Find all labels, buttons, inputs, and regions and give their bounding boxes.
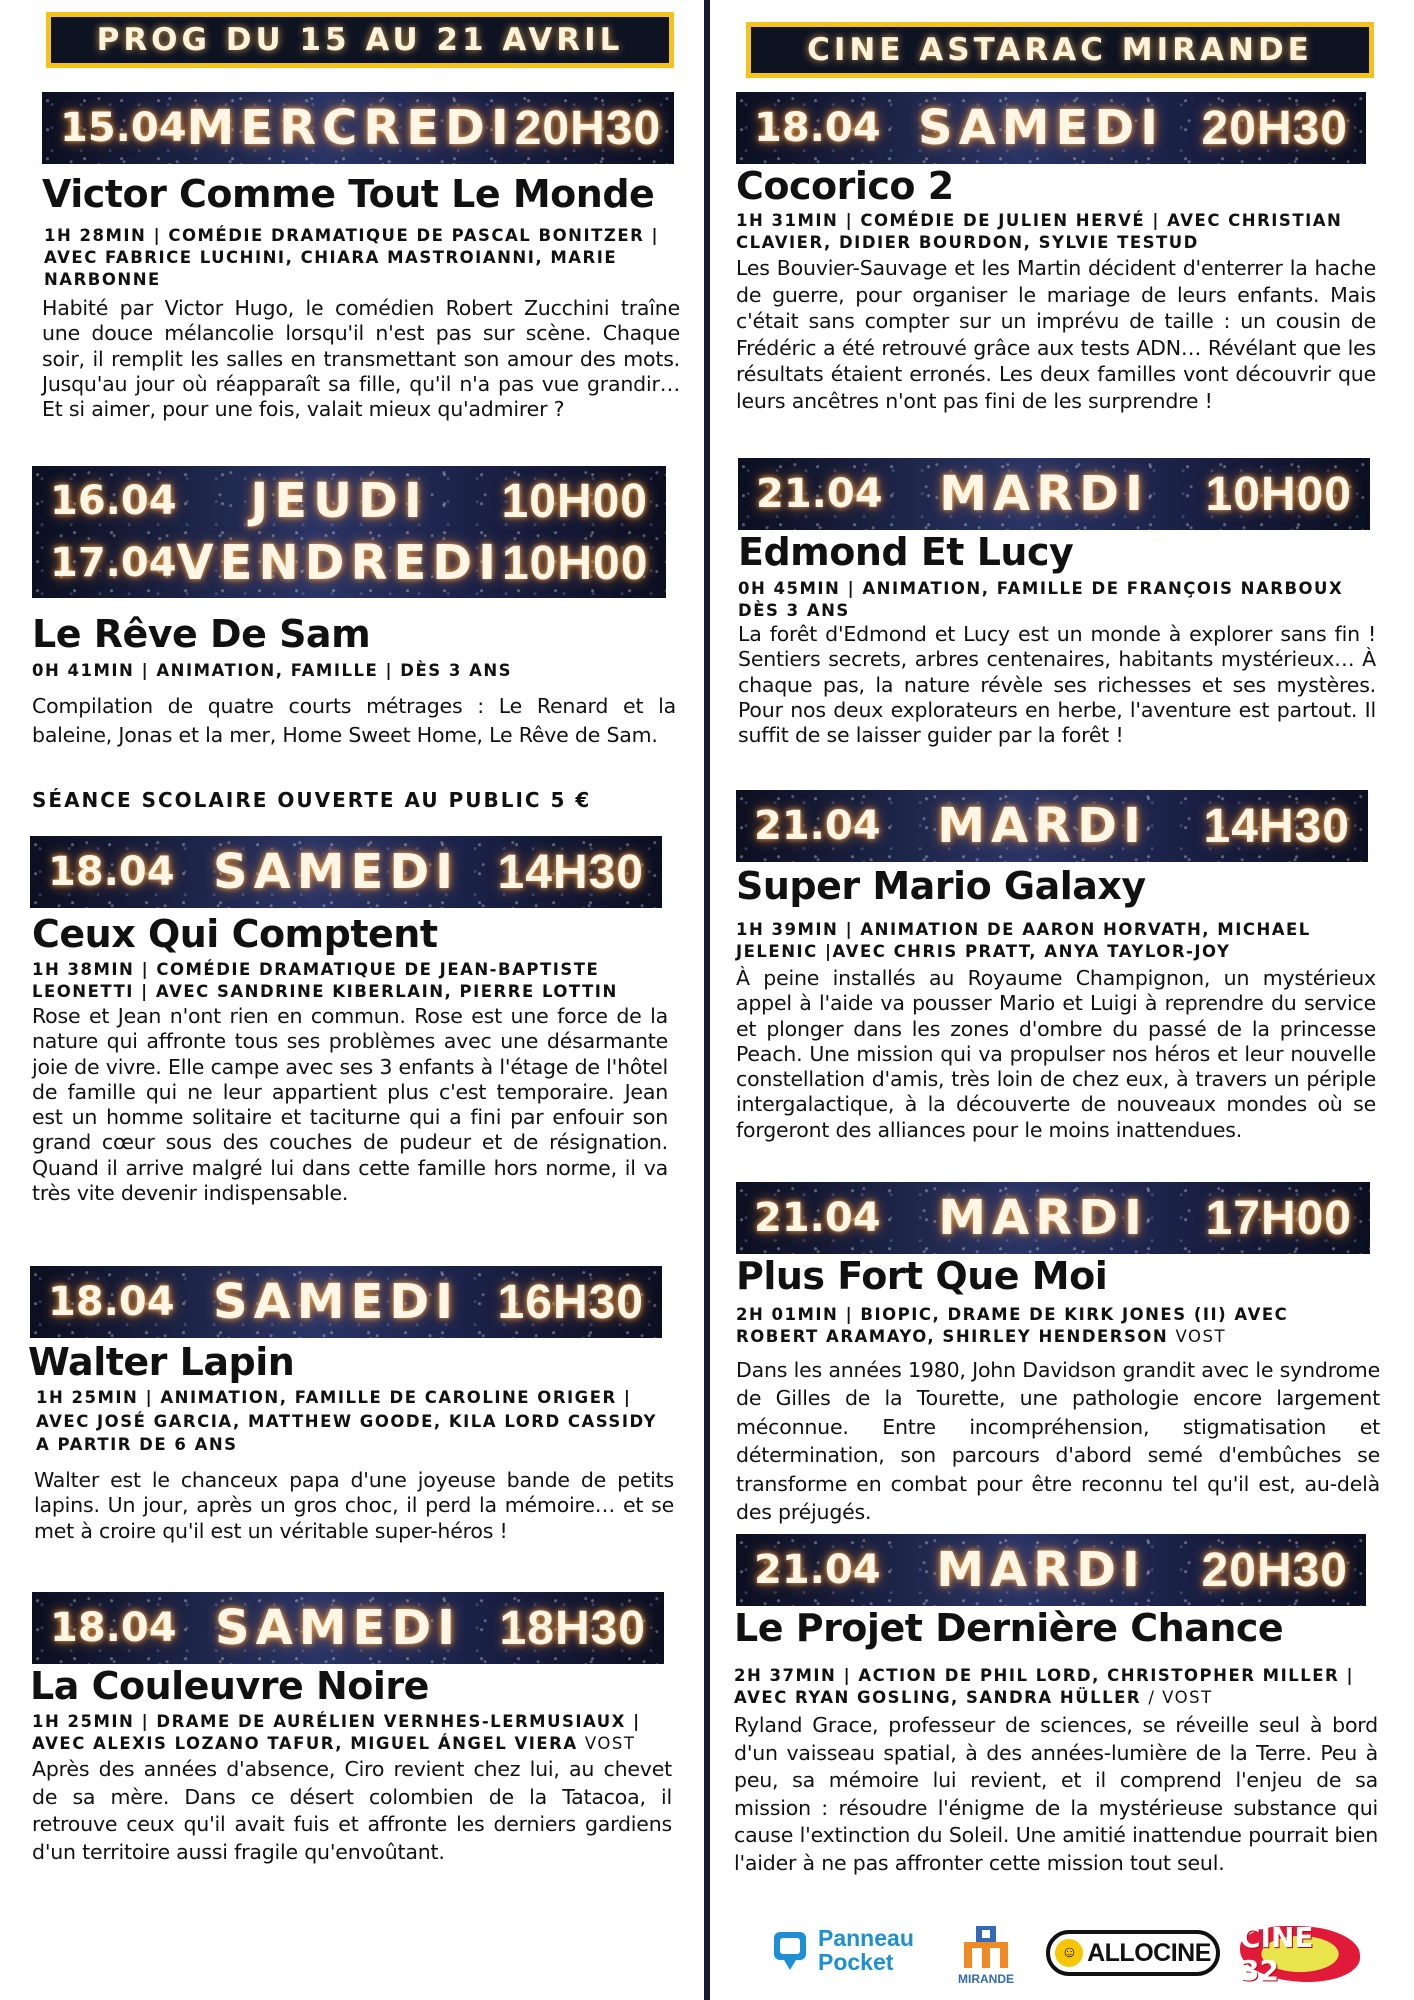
film-details bbox=[734, 1665, 1374, 1709]
film-synopsis: Rose et Jean n'ont rien en commun. Rose est une force de la nature qui affronte tous ses problèmes avec une désarmante joie de vivre. Elle campe avec ses 3 enfants à l'étage de l'hôtel de famille qui ne leur appartient plus c'est temporaire. Jean est un homme solitaire et taciturne qui a fini par enfouir son grand cœur sous des couches de pudeur et de résignation. Quand il arrive malgré lui dans cette famille hors norme, il va très vite devenir indispensable. bbox=[32, 1004, 668, 1206]
screening-day: MARDI bbox=[937, 798, 1147, 854]
screening-date: 21.04 bbox=[754, 1547, 881, 1593]
cinema-name-text: CINE ASTARAC MIRANDE bbox=[807, 32, 1313, 68]
film-synopsis: Walter est le chanceux papa d'une joyeuse bande de petits lapins. Un jour, après un gros choc, il perd la mémoire… et se met à croire qu'il est un véritable super-héros ! bbox=[34, 1468, 674, 1543]
film-synopsis: Après des années d'absence, Ciro revient chez lui, au chevet de sa mère. Dans ce désert colombien de la Tatacoa, il retrouve ceux qu'il avait fuis et affronte les derniers gardiens d'un territoire aussi fragile qu'envoûtant. bbox=[32, 1757, 672, 1864]
film-synopsis: Compilation de quatre courts métrages : Le Renard et la baleine, Jonas et la mer, Home Sweet Home, Le Rêve de Sam. bbox=[32, 694, 676, 747]
screening-day: MARDI bbox=[939, 466, 1149, 522]
screening-date: 15.04 bbox=[60, 105, 187, 151]
film-title: Le Projet Dernière Chance bbox=[734, 1606, 1284, 1650]
screening-row bbox=[50, 473, 648, 529]
screening-time: 10H00 bbox=[501, 474, 648, 528]
film-title: Walter Lapin bbox=[28, 1340, 295, 1384]
film-title: Le Rêve De Sam bbox=[32, 612, 371, 656]
film-title: Super Mario Galaxy bbox=[736, 864, 1146, 908]
column-divider bbox=[704, 0, 710, 2000]
screening-day: MARDI bbox=[938, 1190, 1148, 1246]
screening-banner bbox=[30, 1266, 662, 1338]
screening-time: 16H30 bbox=[497, 1275, 644, 1329]
panneau-pocket-logo bbox=[772, 1926, 932, 1978]
screening-time: 17H00 bbox=[1205, 1191, 1352, 1245]
screening-day: SAMEDI bbox=[918, 100, 1165, 156]
screening-date: 18.04 bbox=[754, 105, 881, 151]
panneau-pocket-icon bbox=[772, 1930, 808, 1972]
film-synopsis: Ryland Grace, professeur de sciences, se réveille seul à bord d'un vaisseau spatial, à des années-lumière de la Terre. Peu à peu, sa mémoire lui revient, et il comprend l'enjeu de sa mission : résoudre l'énigme de la mystérieuse substance qui cause l'extinction du Soleil. Une amitié inattendue pourrait bien l'aider à ne pas affronter cette mission tout seul. bbox=[734, 1713, 1378, 1875]
program-dates-text: PROG DU 15 AU 21 AVRIL bbox=[96, 22, 624, 58]
film-details: 1H 38MIN | COMÉDIE DRAMATIQUE DE JEAN-BAPTISTE LEONETTI | AVEC SANDRINE KIBERLAIN, PIERRE LOTTIN bbox=[32, 960, 618, 1001]
screening-banner bbox=[30, 836, 662, 908]
screening-day: MERCREDI bbox=[186, 100, 515, 156]
screening-day: VENDREDI bbox=[176, 535, 502, 591]
film-details: 1H 39MIN | ANIMATION DE AARON HORVATH, MICHAEL JELENIC |AVEC CHRIS PRATT, ANYA TAYLOR-JOY bbox=[736, 920, 1311, 961]
vost-label: VOST bbox=[584, 1734, 636, 1753]
film-details: 1H 25MIN | ANIMATION, FAMILLE DE CAROLINE ORIGER | AVEC JOSÉ GARCIA, MATTHEW GOODE, KILA LORD CASSIDY A PARTIR DE 6 ANS bbox=[36, 1388, 657, 1454]
mirande-logo bbox=[950, 1922, 1022, 1988]
film-synopsis: Dans les années 1980, John Davidson grandit avec le syndrome de Gilles de la Tourette, une pathologie encore largement méconnue. Entre incompréhension, stigmatisation et détermination, son parcours d'abord semé d'embûches se transforme en combat pour être reconnu tel qu'il est, au-delà des préjugés. bbox=[736, 1358, 1380, 1525]
film-details-text: 2H 01MIN | BIOPIC, DRAME DE KIRK JONES (II) AVEC ROBERT ARAMAYO, SHIRLEY HENDERSON bbox=[736, 1305, 1289, 1346]
panneau-pocket-line1: Panneau bbox=[818, 1925, 914, 1951]
screening-day: MARDI bbox=[936, 1542, 1146, 1598]
screening-date: 18.04 bbox=[50, 1605, 177, 1651]
screening-time: 20H30 bbox=[1201, 101, 1348, 155]
film-details: 0H 45MIN | ANIMATION, FAMILLE DE FRANÇOIS NARBOUX DÈS 3 ANS bbox=[738, 579, 1344, 620]
film-synopsis: Les Bouvier-Sauvage et les Martin décident d'enterrer la hache de guerre, pour organiser le mariage de leurs enfants. Mais c'était sans compter sur un imprévu de taille : un cousin de Frédéric a été retrouvé grâce aux tests ADN… Révélant que les résultats étaient erronés. Les deux familles vont découvrir que leurs ancêtres n'ont pas fini de les surprendre ! bbox=[736, 256, 1376, 413]
vost-label: VOST bbox=[1175, 1327, 1227, 1346]
screening-time: 10H00 bbox=[1205, 467, 1352, 521]
film-synopsis: Habité par Victor Hugo, le comédien Robert Zucchini traîne une douce mélancolie lorsqu'il n'est pas sur scène. Chaque soir, il remplit les salles en transmettant son amour des mots. Jusqu'au jour où réapparaît sa fille, qu'il n'a pas vue grandir… Et si aimer, pour une fois, valait mieux qu'admirer ? bbox=[42, 296, 680, 422]
cine32-logo bbox=[1240, 1921, 1360, 1987]
screening-date: 21.04 bbox=[754, 803, 881, 849]
screening-date: 21.04 bbox=[754, 1195, 881, 1241]
film-synopsis: À peine installés au Royaume Champignon, un mystérieux appel à l'aide va pousser Mario et Luigi à reprendre du service et plonger dans les zones d'ombre du passé de la princesse Peach. Une mission qui va propulser nos héros et leur nouvelle constellation d'amis, très loin de chez eux, à travers un périple intergalactique, à la découverte de nouveaux mondes où se forgeront des alliances pour le moins inattendues. bbox=[736, 966, 1376, 1142]
screening-time: 20H30 bbox=[514, 101, 662, 155]
mirande-text: MIRANDE bbox=[958, 1972, 1014, 1986]
screening-banner bbox=[738, 458, 1370, 530]
screening-banner bbox=[736, 92, 1366, 164]
screening-day: SAMEDI bbox=[215, 1600, 462, 1656]
film-details-text: 2H 37MIN | ACTION DE PHIL LORD, CHRISTOPHER MILLER | AVEC RYAN GOSLING, SANDRA HÜLLER bbox=[734, 1666, 1354, 1707]
screening-day: JEUDI bbox=[250, 473, 428, 529]
screening-day: SAMEDI bbox=[213, 844, 460, 900]
film-title: Cocorico 2 bbox=[736, 164, 954, 208]
film-title: Edmond Et Lucy bbox=[738, 530, 1074, 574]
allocine-logo bbox=[1046, 1930, 1220, 1976]
screening-banner bbox=[736, 1182, 1370, 1254]
film-details-text: 1H 25MIN | DRAME DE AURÉLIEN VERNHES-LERMUSIAUX | AVEC ALEXIS LOZANO TAFUR, MIGUEL ÁNGEL VIERA bbox=[32, 1712, 641, 1753]
film-title: Plus Fort Que Moi bbox=[736, 1254, 1108, 1298]
panneau-pocket-text bbox=[818, 1926, 914, 1974]
cinema-name-header bbox=[746, 22, 1374, 78]
film-title: La Couleuvre Noire bbox=[30, 1664, 429, 1708]
screening-banner bbox=[736, 790, 1368, 862]
cine32-icon: CINE 32 bbox=[1240, 1921, 1314, 1987]
screening-date: 18.04 bbox=[48, 1279, 175, 1325]
film-title: Victor Comme Tout Le Monde bbox=[42, 172, 655, 216]
screening-time: 14H30 bbox=[1203, 799, 1350, 853]
screening-row bbox=[50, 535, 648, 591]
screening-time: 18H30 bbox=[499, 1601, 646, 1655]
vost-label: / VOST bbox=[1148, 1688, 1213, 1707]
screening-banner bbox=[42, 92, 674, 164]
screening-day: SAMEDI bbox=[213, 1274, 460, 1330]
film-details: 1H 31MIN | COMÉDIE DE JULIEN HERVÉ | AVEC CHRISTIAN CLAVIER, DIDIER BOURDON, SYLVIE TESTUD bbox=[736, 211, 1343, 252]
allocine-icon: ☺ bbox=[1055, 1939, 1083, 1967]
screening-date: 18.04 bbox=[48, 849, 175, 895]
panneau-pocket-line2: Pocket bbox=[818, 1949, 894, 1975]
screening-banner bbox=[736, 1534, 1366, 1606]
film-details bbox=[32, 1711, 677, 1755]
film-details bbox=[736, 1304, 1336, 1348]
mirande-icon bbox=[960, 1922, 1012, 1972]
screening-banner-double bbox=[32, 466, 666, 598]
screening-banner bbox=[32, 1592, 664, 1664]
film-details: 1H 28MIN | COMÉDIE DRAMATIQUE DE PASCAL BONITZER | AVEC FABRICE LUCHINI, CHIARA MASTROIANNI, MARIE NARBONNE bbox=[44, 226, 660, 289]
film-details: 0H 41MIN | ANIMATION, FAMILLE | DÈS 3 ANS bbox=[32, 661, 513, 680]
screening-date: 16.04 bbox=[50, 478, 177, 524]
allocine-text: ALLOCINE bbox=[1087, 1938, 1211, 1967]
school-screening-note: SÉANCE SCOLAIRE OUVERTE AU PUBLIC 5 € bbox=[32, 788, 592, 812]
program-dates-header bbox=[46, 12, 674, 68]
screening-time: 14H30 bbox=[497, 845, 644, 899]
film-title: Ceux Qui Comptent bbox=[32, 912, 438, 956]
film-synopsis: La forêt d'Edmond et Lucy est un monde à explorer sans fin ! Sentiers secrets, arbres centenaires, habitants mystérieux… À chaque pas, la nature révèle ses richesses et ses mystères. Pour nos deux explorateurs en herbe, l'aventure est partout. Il suffit de se laisser guider par la forêt ! bbox=[738, 622, 1376, 748]
screening-time: 20H30 bbox=[1201, 1543, 1348, 1597]
screening-date: 17.04 bbox=[50, 540, 177, 586]
screening-time: 10H00 bbox=[501, 536, 649, 590]
screening-date: 21.04 bbox=[756, 471, 883, 517]
